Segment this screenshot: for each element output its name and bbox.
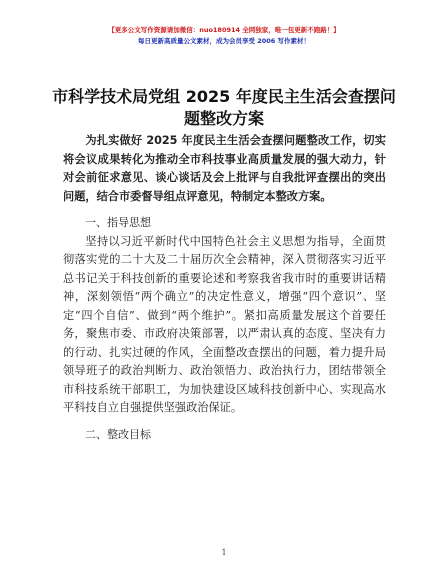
section-1-heading: 一、指导思想 [85,216,151,229]
intro-paragraph [63,132,386,206]
promo-banner-line-1: 【更多公文写作资源请加微信：nuo180914 全网独家，唯一包更新不跑路！】 [108,26,340,34]
page-number: 1 [221,548,227,557]
document-title-line-1: 市科学技术局党组 2025 年度民主生活会查摆问 [52,87,396,106]
document-body [63,132,386,444]
document-title [40,86,408,130]
section-1-paragraph: 坚持以习近平新时代中国特色社会主义思想为指导，全面贯彻落实党的二十大及二十届历次全会精神，深入贯彻落实习近平总书记关于科技创新的重要论述和考察我省我市时的重要讲话精神，深刻领悟“两个确立”的决定性意义，增强“四个意识”、坚定“四个自信”、做到“两个维护”。紧扣高质量发展这个首要任务，聚焦市委、市政府决策部署，以严肃认真的态度、坚决有力的行动、扎实过硬的作风，全面整改查摆出的问题，着力提升局领导班子的政治判断力、政治领悟力、政治执行力，团结带领全市科技系统干部职工，为加快建设区域科技创新中心、实现高水平科技自立自强提供坚强政治保证。 [63,234,386,414]
document-title-line-2: 题整改方案 [183,109,264,128]
section-2-heading: 二、整改目标 [85,427,151,441]
promo-banner-line-2: 每日更新高质量公文素材，成为会员享受 2006 写作素材！ [137,37,311,45]
intro-text: 为扎实做好 2025 年度民主生活会查摆问题整改工作，切实将会议成果转化为推动全市科技事业高质量发展的强大动力，针对会前征求意见、谈心谈话及会上批评与自我批评查摆出的突出问题，结合市委督导组点评意见，特制定本整改方案。 [63,134,386,203]
promo-banner [0,25,448,47]
